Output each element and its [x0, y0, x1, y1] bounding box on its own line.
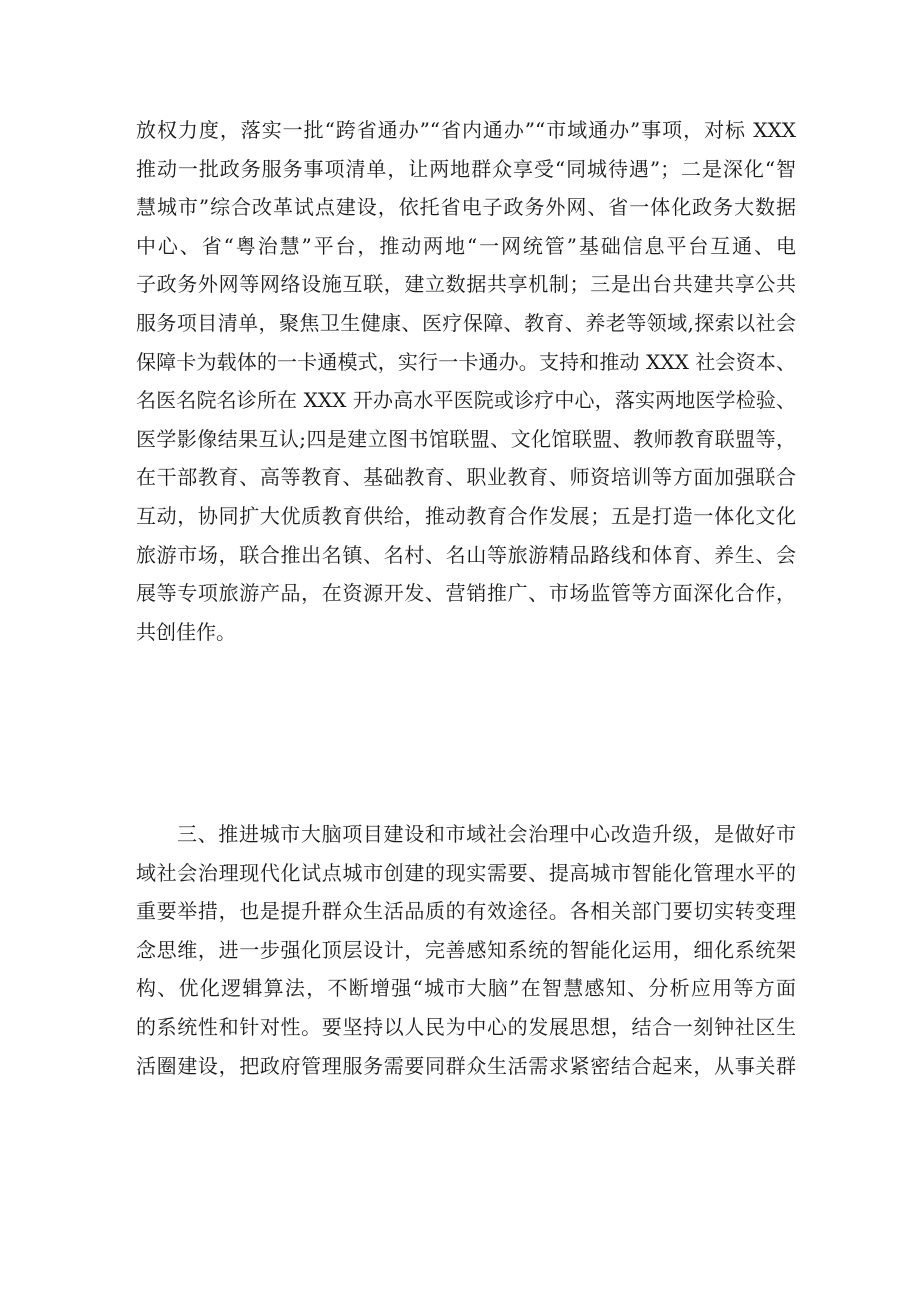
paragraph-1-line: 互动，协同扩大优质教育供给，推动教育合作发展；五是打造一体化文化: [136, 503, 796, 528]
paragraph-1-line: 名医名院名诊所在 XXX 开办高水平医院或诊疗中心，落实两地医学检验、: [136, 388, 796, 413]
paragraph-1-line: 共创佳作。: [136, 619, 236, 644]
paragraph-2-line: 念思维，进一步强化顶层设计，完善感知系统的智能化运用，细化系统架: [136, 937, 796, 962]
paragraph-1-line: 保障卡为载体的一卡通模式，实行一卡通办。支持和推动 XXX 社会资本、: [136, 349, 796, 374]
paragraph-2: [136, 815, 796, 1085]
paragraph-1-line: 医学影像结果互认;四是建立图书馆联盟、文化馆联盟、教师教育联盟等，: [136, 426, 796, 451]
paragraph-2-line: 域社会治理现代化试点城市创建的现实需要、提高城市智能化管理水平的: [136, 860, 796, 885]
paragraph-1-line: 展等专项旅游产品，在资源开发、营销推广、市场监管等方面深化合作，: [136, 581, 796, 606]
paragraph-1-line: 放权力度，落实一批“跨省通办”“省内通办”“市域通办”事项，对标 XXX: [136, 118, 796, 142]
paragraph-1-line: 推动一批政务服务事项清单，让两地群众享受“同城待遇”；二是深化“智: [136, 156, 796, 181]
paragraph-1-line: 慧城市”综合改革试点建设，依托省电子政务外网、省一体化政务大数据: [136, 195, 796, 220]
paragraph-1-line: 子政务外网等网络设施互联，建立数据共享机制；三是出台共建共享公共: [136, 272, 796, 297]
paragraph-2-line: 的系统性和针对性。要坚持以人民为中心的发展思想，结合一刻钟社区生: [136, 1014, 796, 1039]
paragraph-1-line: 在干部教育、高等教育、基础教育、职业教育、师资培训等方面加强联合: [136, 465, 796, 490]
paragraph-1: [136, 111, 796, 651]
paragraph-2-line: 重要举措，也是提升群众生活品质的有效途径。各相关部门要切实转变理: [136, 899, 796, 924]
paragraph-1-line: 服务项目清单，聚焦卫生健康、医疗保障、教育、养老等领域,探索以社会: [136, 310, 796, 335]
paragraph-1-line: 中心、省“粤治慧”平台，推动两地“一网统管”基础信息平台互通、电: [136, 233, 796, 258]
paragraph-1-line: 旅游市场，联合推出名镇、名村、名山等旅游精品路线和体育、养生、会: [136, 542, 796, 567]
paragraph-2-line: 三、推进城市大脑项目建设和市域社会治理中心改造升级，是做好市: [177, 822, 796, 846]
paragraph-2-line: 活圈建设，把政府管理服务需要同群众生活需求紧密结合起来，从事关群: [136, 1053, 796, 1078]
paragraph-2-line: 构、优化逻辑算法，不断增强“城市大脑”在智慧感知、分析应用等方面: [136, 976, 796, 1001]
